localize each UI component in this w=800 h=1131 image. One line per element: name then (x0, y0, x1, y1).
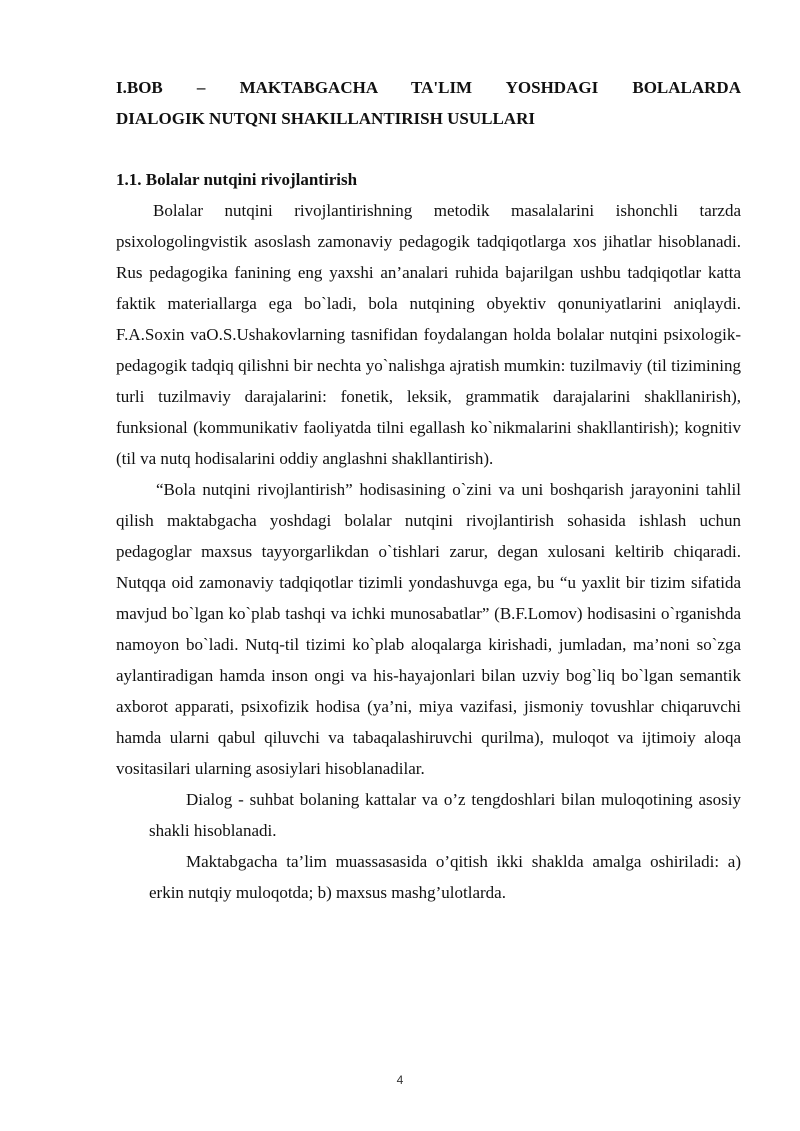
paragraph-2: “Bola nutqini rivojlantirish” hodisasining o`zini va uni boshqarish jarayonini tahlil qilish maktabgacha yoshdagi bolalar nutqini rivojlantirish sohasida ishlash uchun pedagoglar maxsus tayyorgarlikdan o`tishlari zarur, degan xulosani keltirib chiqaradi. Nutqqa oid zamonaviy tadqiqotlar tizimli yondashuvga ega, bu “u yaxlit bir tizim sifatida mavjud bo`lgan ko`plab tashqi va ichki munosabatlar” (B.F.Lomov) hodisasini o`rganishda namoyon bo`ladi. Nutq-til tizimi ko`plab aloqalarga kirishadi, jumladan, ma’noni so`zga aylantiradigan hamda inson ongi va his-hayajonlari bilan uzviy bog`liq bo`lgan semantik axborot apparati, psixofizik hodisa (ya’ni, miya vazifasi, jismoniy tovushlar chiqaruvchi hamda ularni qabul qiluvchi va tabaqalashiruvchi qurilma), muloqot va ijtimoiy aloqa vositasilari ularning asosiylari hisoblanadilar. (116, 480, 741, 778)
chapter-title (116, 72, 741, 134)
section-title: 1.1. Bolalar nutqini rivojlantirish (116, 170, 358, 189)
document-page (116, 72, 741, 908)
paragraph-3: Dialog - suhbat bolaning kattalar va o’z tengdoshlari bilan muloqotining asosiy shakli hisoblanadi. (149, 790, 741, 840)
paragraph-1: Bolalar nutqini rivojlantirishning metodik masalalarini ishonchli tarzda psixologolingvistik asoslash zamonaviy pedagogik tadqiqotlarga xos jihatlar hisoblanadi. Rus pedagogika fanining eng yaxshi an’analari ruhida bajarilgan ushbu tadqiqotlar katta faktik materiallarga ega bo`ladi, bola nutqining obyektiv qonuniyatlarini aniqlaydi. F.A.Soxin vaO.S.Ushakovlarning tasnifidan foydalangan holda bolalar nutqini psixologik-pedagogik tadqiq qilishni bir nechta yo`nalishga ajratish mumkin: tuzilmaviy (til tizimining turli tuzilmaviy darajalarini: fonetik, leksik, grammatik darajalarini shakllanirish), funksional (kommunikativ faoliyatda tilni egallash ko`nikmalarini shakllantirish); kognitiv (til va nutq hodisalarini oddiy anglashni shakllantirish). (116, 201, 741, 468)
chapter-title-line-1: I.BOB – MAKTABGACHA TA'LIM YOSHDAGI BOLALARDA (116, 78, 741, 97)
paragraph-4: Maktabgacha ta’lim muassasasida o’qitish ikki shaklda amalga oshiriladi: a) erkin nutqiy muloqotda; b) maxsus mashg’ulotlarda. (149, 852, 741, 902)
indented-block (149, 784, 741, 908)
chapter-title-line-2: DIALOGIK NUTQNI SHAKILLANTIRISH USULLARI (116, 109, 535, 128)
page-number: 4 (396, 1073, 404, 1087)
